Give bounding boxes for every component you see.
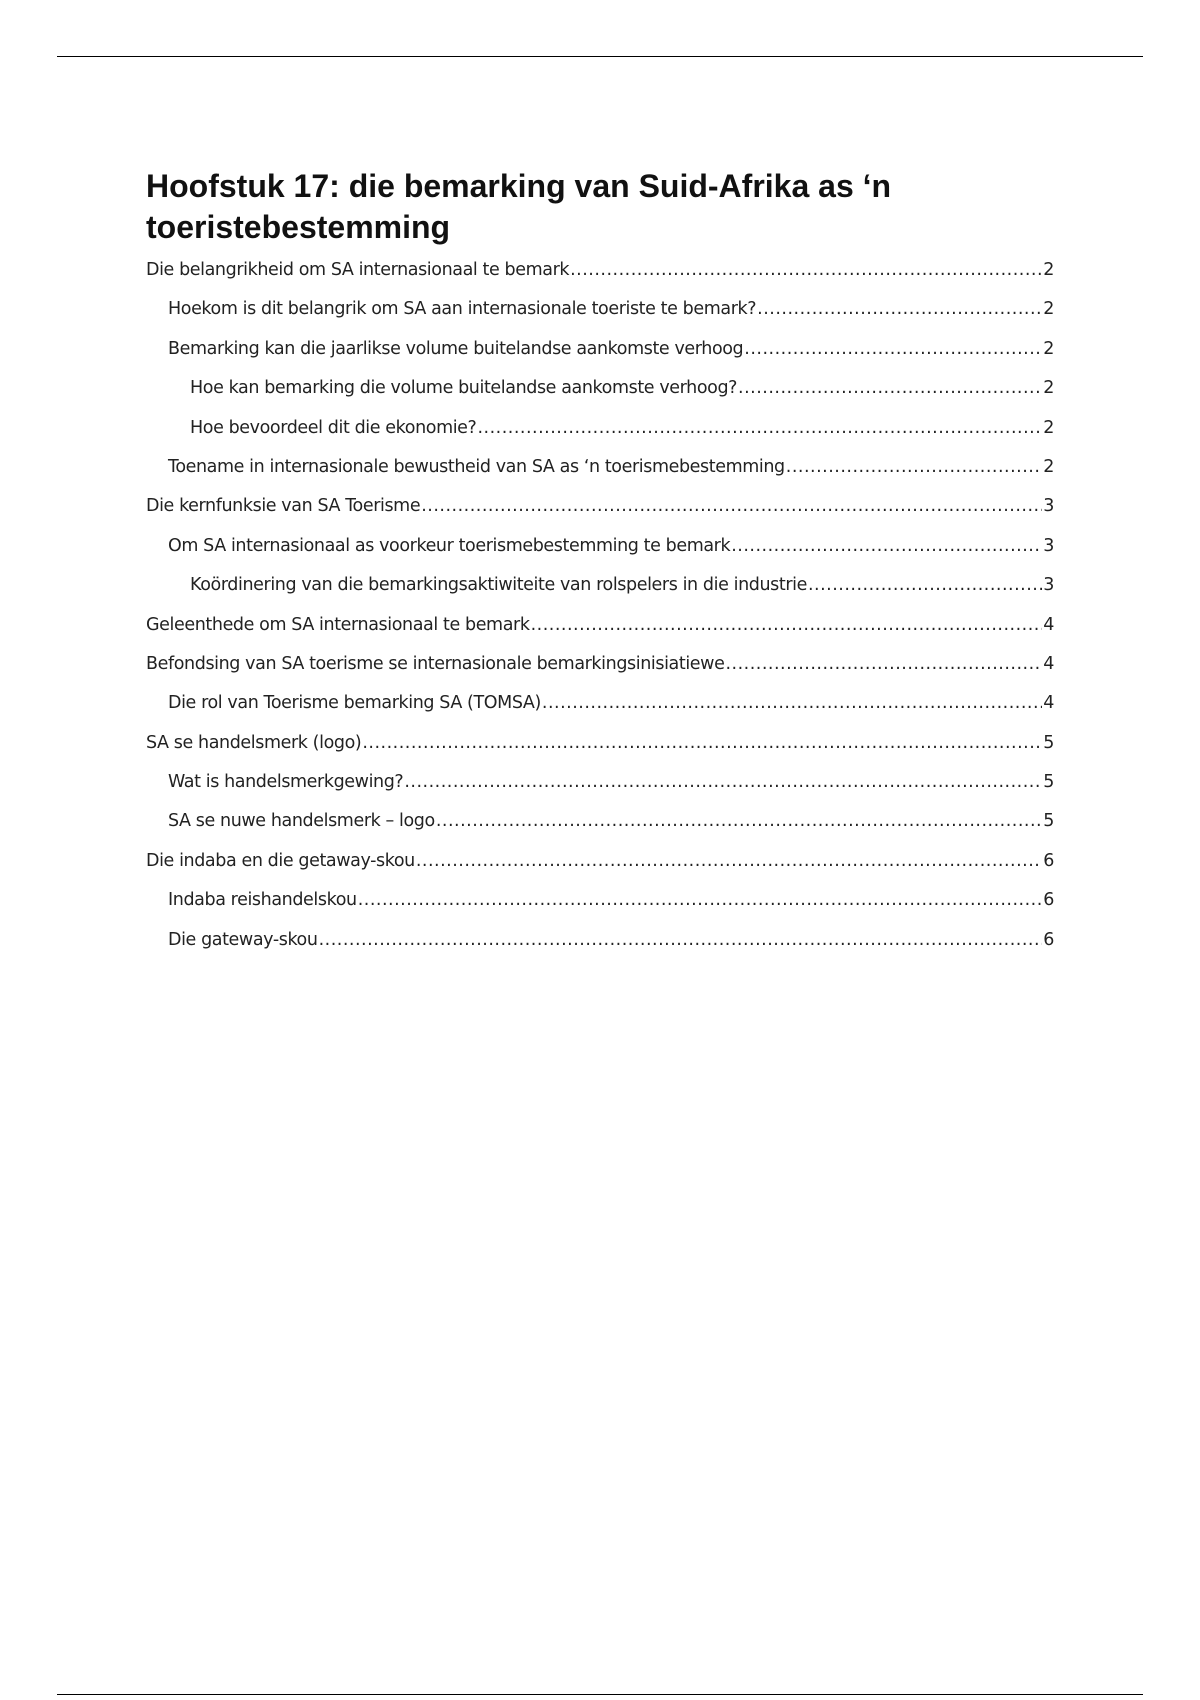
- toc-entry-label: Hoe kan bemarking die volume buitelandse aankomste verhoog?: [190, 378, 738, 399]
- toc-page-number: 4: [1043, 693, 1054, 714]
- toc-page-number: 3: [1043, 535, 1054, 556]
- toc-entry[interactable]: [146, 693, 1054, 732]
- toc-entry[interactable]: [146, 811, 1054, 850]
- toc-entry-label: Bemarking kan die jaarlikse volume buitelandse aankomste verhoog: [168, 338, 744, 359]
- table-of-contents: [146, 260, 1054, 969]
- toc-entry[interactable]: [146, 418, 1054, 457]
- toc-entry-label: Die belangrikheid om SA internasionaal te bemark: [146, 260, 570, 280]
- toc-entry[interactable]: [146, 890, 1054, 929]
- toc-entry[interactable]: [146, 299, 1054, 338]
- toc-entry-label: Die indaba en die getaway-skou: [146, 850, 415, 871]
- toc-page-number: 4: [1043, 653, 1054, 674]
- toc-entry[interactable]: [146, 615, 1054, 654]
- header-rule: [57, 56, 1143, 57]
- toc-entry[interactable]: [146, 378, 1054, 417]
- toc-dot-leader: [738, 378, 1042, 398]
- toc-entry-label: Befondsing van SA toerisme se internasionale bemarkingsinisiatiewe: [146, 653, 725, 674]
- toc-entry[interactable]: [146, 536, 1054, 575]
- toc-dot-leader: [436, 811, 1042, 831]
- toc-entry-label: Indaba reishandelskou: [168, 890, 357, 911]
- toc-entry[interactable]: [146, 851, 1054, 890]
- toc-entry-label: Die gateway-skou: [168, 929, 318, 950]
- toc-dot-leader: [531, 615, 1043, 635]
- toc-entry[interactable]: [146, 339, 1054, 378]
- toc-dot-leader: [808, 575, 1042, 595]
- toc-dot-leader: [477, 418, 1042, 438]
- toc-dot-leader: [542, 693, 1042, 713]
- footer-rule: [57, 1694, 1143, 1695]
- toc-page-number: 5: [1043, 732, 1054, 753]
- toc-page-number: 5: [1043, 811, 1054, 832]
- toc-page-number: 2: [1043, 417, 1054, 438]
- toc-dot-leader: [358, 890, 1043, 910]
- toc-entry-label: Om SA internasionaal as voorkeur toerismebestemming te bemark: [168, 535, 731, 556]
- toc-entry[interactable]: [146, 654, 1054, 693]
- chapter-title: Hoofstuk 17: die bemarking van Suid-Afrika as ‘n toeristebestemming: [146, 168, 892, 245]
- toc-entry-label: Hoekom is dit belangrik om SA aan internasionale toeriste te bemark?: [168, 299, 757, 320]
- toc-entry[interactable]: [146, 930, 1054, 969]
- toc-dot-leader: [731, 536, 1042, 556]
- toc-entry-label: SA se handelsmerk (logo): [146, 732, 362, 753]
- toc-page-number: 5: [1043, 772, 1054, 793]
- toc-page-number: 2: [1043, 260, 1054, 280]
- toc-dot-leader: [725, 654, 1042, 674]
- toc-page-number: 2: [1043, 338, 1054, 359]
- toc-entry-label: Hoe bevoordeel dit die ekonomie?: [190, 417, 477, 438]
- toc-dot-leader: [362, 733, 1042, 753]
- toc-page-number: 3: [1043, 575, 1054, 596]
- toc-entry[interactable]: [146, 260, 1054, 299]
- toc-entry-label: SA se nuwe handelsmerk – logo: [168, 811, 435, 832]
- toc-dot-leader: [786, 457, 1043, 477]
- toc-dot-leader: [416, 851, 1042, 871]
- toc-entry-label: Toename in internasionale bewustheid van SA as ‘n toerismebestemming: [168, 456, 785, 477]
- toc-page-number: 2: [1043, 456, 1054, 477]
- toc-entry-label: Wat is handelsmerkgewing?: [168, 772, 404, 793]
- toc-entry[interactable]: [146, 496, 1054, 535]
- toc-page-number: 6: [1043, 890, 1054, 911]
- toc-entry[interactable]: [146, 772, 1054, 811]
- toc-entry-label: Die rol van Toerisme bemarking SA (TOMSA): [168, 693, 541, 714]
- toc-page-number: 6: [1043, 929, 1054, 950]
- toc-page-number: 6: [1043, 850, 1054, 871]
- toc-dot-leader: [319, 930, 1043, 950]
- toc-page-number: 2: [1043, 378, 1054, 399]
- toc-entry-label: Die kernfunksie van SA Toerisme: [146, 496, 421, 517]
- toc-entry-label: Geleenthede om SA internasionaal te bemark: [146, 614, 530, 635]
- toc-dot-leader: [421, 496, 1042, 516]
- toc-entry[interactable]: [146, 733, 1054, 772]
- toc-dot-leader: [744, 339, 1042, 359]
- toc-entry[interactable]: [146, 575, 1054, 614]
- toc-page-number: 4: [1043, 614, 1054, 635]
- document-body: [146, 166, 1054, 969]
- toc-page-number: 2: [1043, 299, 1054, 320]
- toc-dot-leader: [757, 299, 1042, 319]
- toc-entry-label: Koördinering van die bemarkingsaktiwiteite van rolspelers in die industrie: [190, 575, 807, 596]
- toc-dot-leader: [570, 260, 1042, 280]
- toc-page-number: 3: [1043, 496, 1054, 517]
- toc-entry[interactable]: [146, 457, 1054, 496]
- toc-dot-leader: [404, 772, 1042, 792]
